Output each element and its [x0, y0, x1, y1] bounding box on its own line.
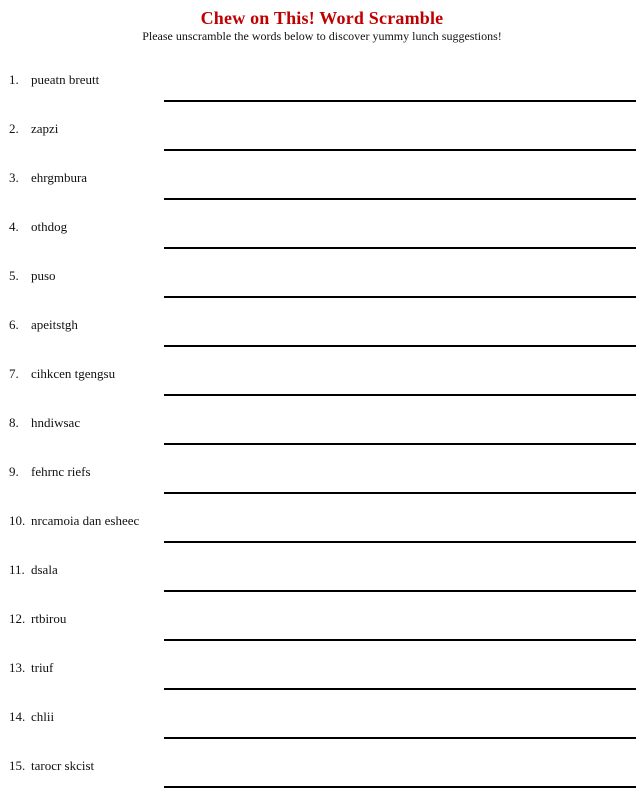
scrambled-word: hndiwsac	[31, 415, 81, 430]
scramble-item-10	[0, 513, 644, 562]
page-title: Chew on This! Word Scramble	[200, 8, 444, 28]
item-number: 9.	[9, 464, 19, 479]
item-number: 7.	[9, 366, 19, 381]
answer-line[interactable]	[164, 590, 636, 592]
item-number: 14.	[9, 709, 26, 724]
item-number: 11.	[9, 562, 25, 577]
item-number: 1.	[9, 72, 19, 87]
answer-line[interactable]	[164, 149, 636, 151]
worksheet-header	[0, 8, 644, 43]
item-number: 12.	[9, 611, 26, 626]
answer-line[interactable]	[164, 786, 636, 788]
scrambled-word: othdog	[31, 219, 68, 234]
answer-line[interactable]	[164, 296, 636, 298]
item-number: 6.	[9, 317, 19, 332]
scramble-item-9	[0, 464, 644, 513]
answer-line[interactable]	[164, 492, 636, 494]
scrambled-word: rtbirou	[31, 611, 67, 626]
scramble-item-3	[0, 170, 644, 219]
scrambled-word: cihkcen tgengsu	[31, 366, 116, 381]
scramble-item-4	[0, 219, 644, 268]
answer-line[interactable]	[164, 688, 636, 690]
answer-line[interactable]	[164, 737, 636, 739]
item-number: 15.	[9, 758, 26, 773]
scramble-item-15	[0, 758, 644, 807]
scramble-item-2	[0, 121, 644, 170]
scramble-item-14	[0, 709, 644, 758]
scramble-item-7	[0, 366, 644, 415]
scrambled-word: ehrgmbura	[31, 170, 88, 185]
answer-line[interactable]	[164, 443, 636, 445]
item-number: 13.	[9, 660, 26, 675]
item-number: 8.	[9, 415, 19, 430]
scrambled-word: zapzi	[31, 121, 59, 136]
scramble-item-5	[0, 268, 644, 317]
scrambled-word: fehrnc riefs	[31, 464, 91, 479]
item-number: 2.	[9, 121, 19, 136]
scrambled-word: nrcamoia dan esheec	[31, 513, 140, 528]
answer-line[interactable]	[164, 394, 636, 396]
item-number: 3.	[9, 170, 19, 185]
scramble-item-12	[0, 611, 644, 660]
item-number: 5.	[9, 268, 19, 283]
answer-line[interactable]	[164, 639, 636, 641]
scrambled-word: pueatn breutt	[31, 72, 100, 87]
answer-line[interactable]	[164, 345, 636, 347]
scramble-item-13	[0, 660, 644, 709]
scrambled-word: triuf	[31, 660, 54, 675]
page-subtitle: Please unscramble the words below to discover yummy lunch suggestions!	[142, 29, 502, 43]
item-number: 4.	[9, 219, 19, 234]
scramble-item-6	[0, 317, 644, 366]
answer-line[interactable]	[164, 247, 636, 249]
answer-line[interactable]	[164, 198, 636, 200]
scramble-item-8	[0, 415, 644, 464]
answer-line[interactable]	[164, 100, 636, 102]
scrambled-word: chlii	[31, 709, 55, 724]
scrambled-word: puso	[31, 268, 56, 283]
scramble-item-11	[0, 562, 644, 611]
answer-line[interactable]	[164, 541, 636, 543]
scrambled-word: tarocr skcist	[31, 758, 95, 773]
scrambled-word: apeitstgh	[31, 317, 78, 332]
scramble-item-1	[0, 72, 644, 121]
scrambled-word: dsala	[31, 562, 58, 577]
item-number: 10.	[9, 513, 26, 528]
